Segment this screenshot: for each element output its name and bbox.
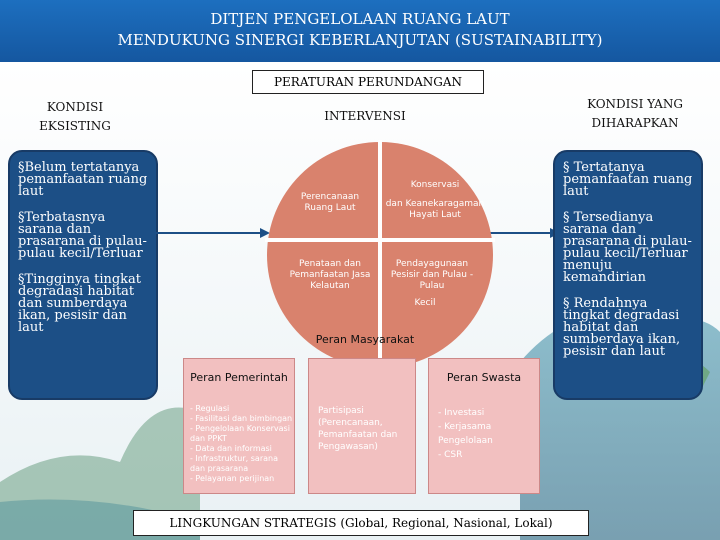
government-item-3: - Pengelolaan Konservasi — [190, 424, 290, 433]
government-item-4: dan PPKT — [190, 434, 227, 443]
arrow-left-to-center — [150, 228, 270, 238]
intervention-conservation-title: Konservasi — [410, 180, 460, 190]
community-item-1: Partisipasi — [318, 406, 364, 416]
existing-header — [20, 98, 130, 136]
intervention-coastal-utilization-small: Kecil — [414, 298, 436, 308]
intervention-header: INTERVENSI — [324, 109, 406, 123]
government-role-items — [190, 404, 294, 484]
intervention-planning: Perencanaan Ruang Laut — [300, 192, 360, 213]
private-role-items — [438, 406, 538, 462]
expected-condition-1: § Tertatanya pemanfaatan ruang laut — [563, 160, 693, 199]
header-banner — [0, 0, 720, 62]
expected-condition-2: § Tersedianya sarana dan prasarana di pulau-pulau kecil/Terluar menuju kemandirian — [563, 210, 692, 285]
community-item-3: Pemanfaatan dan — [318, 430, 398, 440]
strategic-environment-box: LINGKUNGAN STRATEGIS (Global, Regional, Nasional, Lokal) — [133, 510, 589, 536]
private-item-3: - CSR — [438, 450, 463, 460]
expected-conditions-panel — [553, 150, 703, 400]
government-item-5: - Data dan informasi — [190, 444, 272, 453]
existing-conditions-panel — [8, 150, 158, 400]
community-item-2: (Perencanaan, — [318, 418, 383, 428]
community-item-4: Pengawasan) — [318, 442, 378, 452]
existing-condition-2: §Terbatasnya sarana dan prasarana di pulau-pulau kecil/Terluar — [18, 210, 147, 261]
government-item-1: - Regulasi — [190, 404, 230, 413]
private-item-1: - Investasi — [438, 408, 485, 418]
intervention-marine-services: Penataan dan Pemanfaatan Jasa Kelautan — [289, 259, 371, 291]
private-role-title: Peran Swasta — [446, 371, 522, 384]
private-item-2: - Kerjasama Pengelolaan — [438, 422, 493, 446]
regulation-box: PERATURAN PERUNDANGAN — [252, 70, 484, 94]
existing-header-line2: EKSISTING — [39, 119, 111, 133]
expected-header-line1: KONDISI YANG — [587, 97, 683, 111]
government-item-6: - Infrastruktur, sarana — [190, 454, 278, 463]
government-role-title: Peran Pemerintah — [190, 371, 288, 384]
intervention-conservation-body: dan Keanekaragaman Hayati Laut — [385, 199, 485, 220]
header-title-line2: MENDUKUNG SINERGI KEBERLANJUTAN (SUSTAINABILITY) — [117, 31, 603, 49]
community-role-title: Peran Masyarakat — [315, 333, 415, 346]
expected-header — [560, 95, 710, 133]
government-item-8: - Pelayanan perijinan — [190, 474, 275, 483]
header-title-line1: DITJEN PENGELOLAAN RUANG LAUT — [210, 10, 510, 28]
existing-condition-3: §Tingginya tingkat degradasi habitat dan sumberdaya ikan, pesisir dan laut — [18, 272, 142, 335]
existing-header-line1: KONDISI — [46, 100, 104, 114]
expected-condition-3: § Rendahnya tingkat degradasi habitat dan sumberdaya ikan, pesisir dan laut — [563, 296, 681, 359]
intervention-coastal-utilization: Pendayagunaan Pesisir dan Pulau -Pulau — [390, 259, 474, 291]
existing-condition-1: §Belum tertatanya pemanfaatan ruang laut — [18, 160, 148, 199]
government-item-2: - Fasilitasi dan bimbingan — [190, 414, 293, 423]
expected-header-line2: DIHARAPKAN — [591, 116, 679, 130]
community-role-items — [318, 405, 412, 453]
government-item-7: dan prasarana — [190, 464, 249, 473]
